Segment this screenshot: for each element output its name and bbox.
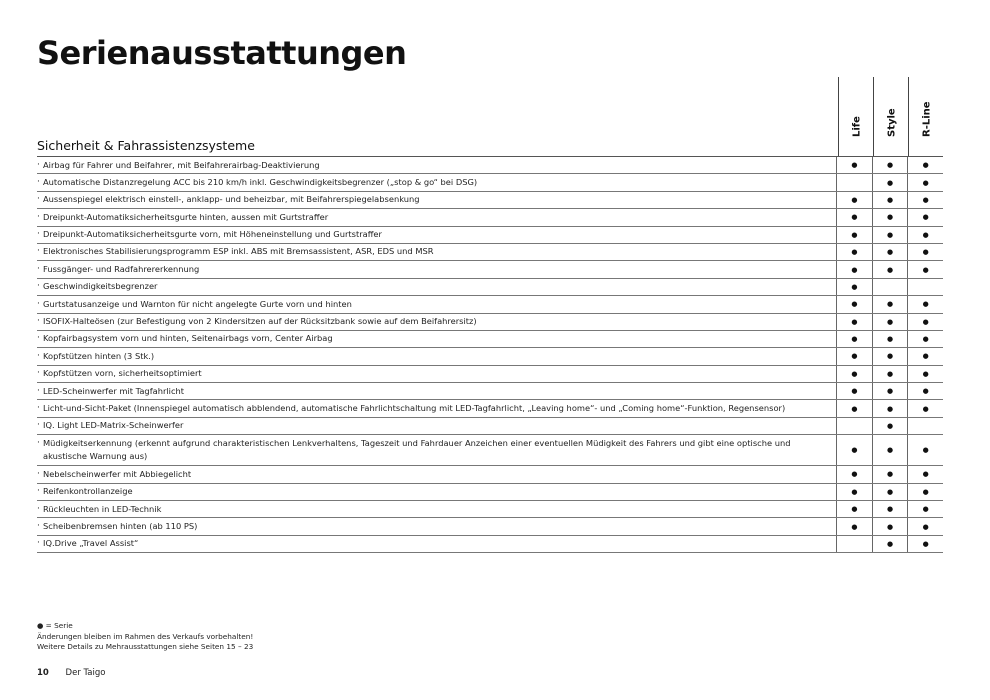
page-title: Serienausstattungen <box>37 34 407 72</box>
table-row <box>37 261 943 278</box>
row-cell-life: ● <box>836 331 872 347</box>
row-cell-style: ● <box>872 244 908 260</box>
footnote-legend: ● = Serie <box>37 621 73 630</box>
footnote-reference: Weitere Details zu Mehrausstattungen siehe Seiten 15 – 23 <box>37 642 254 651</box>
row-cell-rline: ● <box>907 314 943 330</box>
footnote-disclaimer: Änderungen bleiben im Rahmen des Verkaufs vorbehalten! <box>37 631 254 641</box>
row-label: · Scheibenbremsen hinten (ab 110 PS) <box>37 518 836 534</box>
row-cell-life: ● <box>836 466 872 482</box>
row-label: · Automatische Distanzregelung ACC bis 210 km/h inkl. Geschwindigkeitsbegrenzer („stop & go“ bei DSG) <box>37 174 836 190</box>
row-cell-rline: ● <box>907 209 943 225</box>
row-cell-rline: ● <box>907 501 943 517</box>
table-row <box>37 418 943 435</box>
table-row <box>37 536 943 553</box>
row-label: · Kopfstützen vorn, sicherheitsoptimiert <box>37 366 836 382</box>
table-row <box>37 348 943 365</box>
row-cell-rline: ● <box>907 227 943 243</box>
table-row <box>37 279 943 296</box>
row-cell-rline: ● <box>907 466 943 482</box>
row-cell-rline: ● <box>907 348 943 364</box>
table-row <box>37 366 943 383</box>
row-cell-style: ● <box>872 418 908 434</box>
column-header-rline <box>909 78 944 150</box>
row-cell-life: ● <box>836 244 872 260</box>
row-cell-style: ● <box>872 518 908 534</box>
row-cell-life <box>836 418 872 434</box>
row-cell-style: ● <box>872 157 908 173</box>
row-label: · LED-Scheinwerfer mit Tagfahrlicht <box>37 383 836 399</box>
row-cell-rline: ● <box>907 296 943 312</box>
row-label: · Gurtstatusanzeige und Warnton für nicht angelegte Gurte vorn und hinten <box>37 296 836 312</box>
row-cell-rline: ● <box>907 518 943 534</box>
column-header-label: Style <box>886 108 897 137</box>
row-cell-style: ● <box>872 209 908 225</box>
row-cell-style: ● <box>872 501 908 517</box>
row-label: · Geschwindigkeitsbegrenzer <box>37 279 836 295</box>
table-row <box>37 466 943 483</box>
row-label: · Dreipunkt-Automatiksicherheitsgurte vorn, mit Höheneinstellung und Gurtstraffer <box>37 227 836 243</box>
row-cell-life: ● <box>836 209 872 225</box>
row-cell-rline: ● <box>907 261 943 277</box>
column-header-life <box>839 78 874 150</box>
row-label: · IQ. Light LED-Matrix-Scheinwerfer <box>37 418 836 434</box>
table-row <box>37 174 943 191</box>
equipment-table <box>37 156 943 553</box>
row-cell-life <box>836 174 872 190</box>
row-cell-rline: ● <box>907 484 943 500</box>
row-cell-rline <box>907 418 943 434</box>
row-cell-life: ● <box>836 435 872 465</box>
row-cell-style: ● <box>872 400 908 416</box>
table-row <box>37 383 943 400</box>
row-cell-rline: ● <box>907 536 943 552</box>
table-row <box>37 209 943 226</box>
row-cell-style: ● <box>872 192 908 208</box>
row-cell-rline: ● <box>907 400 943 416</box>
row-label: · Kopfstützen hinten (3 Stk.) <box>37 348 836 364</box>
row-cell-life: ● <box>836 400 872 416</box>
row-cell-style <box>872 279 908 295</box>
row-cell-style: ● <box>872 331 908 347</box>
table-row <box>37 501 943 518</box>
row-cell-life: ● <box>836 157 872 173</box>
table-row <box>37 244 943 261</box>
row-cell-style: ● <box>872 261 908 277</box>
table-row <box>37 157 943 174</box>
row-cell-life: ● <box>836 366 872 382</box>
page-footer <box>37 668 105 678</box>
table-row <box>37 518 943 535</box>
row-cell-life: ● <box>836 348 872 364</box>
row-cell-life: ● <box>836 279 872 295</box>
table-row <box>37 314 943 331</box>
table-row <box>37 484 943 501</box>
row-label: · Dreipunkt-Automatiksicherheitsgurte hinten, aussen mit Gurtstraffer <box>37 209 836 225</box>
page-number: 10 <box>37 668 49 678</box>
row-cell-style: ● <box>872 227 908 243</box>
column-header-style <box>874 78 909 150</box>
row-cell-life <box>836 536 872 552</box>
row-cell-life: ● <box>836 501 872 517</box>
row-cell-rline: ● <box>907 174 943 190</box>
row-cell-rline: ● <box>907 435 943 465</box>
publication-name: Der Taigo <box>65 668 106 678</box>
footnotes <box>37 621 253 653</box>
row-cell-life: ● <box>836 518 872 534</box>
row-cell-style: ● <box>872 314 908 330</box>
section-title: Sicherheit & Fahrassistenzsysteme <box>37 138 255 153</box>
column-header-label: Life <box>851 116 862 137</box>
row-cell-life: ● <box>836 484 872 500</box>
row-label: · Elektronisches Stabilisierungsprogramm ESP inkl. ABS mit Bremsassistent, ASR, EDS und MSR <box>37 244 836 260</box>
table-row <box>37 400 943 417</box>
row-label: · Fussgänger- und Radfahrererkennung <box>37 261 836 277</box>
row-cell-life: ● <box>836 227 872 243</box>
table-row <box>37 192 943 209</box>
row-label: · Licht-und-Sicht-Paket (Innenspiegel automatisch abblendend, automatische Fahrlichtschaltung mit LED-Tagfahrlicht, „Leaving home“- und „Coming home“-Funktion, Regensensor) <box>37 400 836 416</box>
row-cell-style: ● <box>872 536 908 552</box>
table-row <box>37 227 943 244</box>
row-label: · Rückleuchten in LED-Technik <box>37 501 836 517</box>
row-cell-rline: ● <box>907 331 943 347</box>
row-cell-rline: ● <box>907 366 943 382</box>
row-cell-rline <box>907 279 943 295</box>
row-label: · Reifenkontrollanzeige <box>37 484 836 500</box>
column-header-label: R-Line <box>921 101 932 137</box>
row-label: · Airbag für Fahrer und Beifahrer, mit Beifahrerairbag-Deaktivierung <box>37 157 836 173</box>
row-cell-style: ● <box>872 383 908 399</box>
row-cell-life: ● <box>836 383 872 399</box>
row-cell-life: ● <box>836 314 872 330</box>
row-label: · Müdigkeitserkennung (erkennt aufgrund charakteristischen Lenkverhaltens, Tageszeit und Fahrdauer Anzeichen einer eventuellen Müdigkeit des Fahrers und gibt eine optische und akustische Warnung aus) <box>37 435 836 465</box>
row-cell-style: ● <box>872 174 908 190</box>
row-cell-rline: ● <box>907 192 943 208</box>
row-label: · Nebelscheinwerfer mit Abbiegelicht <box>37 466 836 482</box>
row-label: · Kopfairbagsystem vorn und hinten, Seitenairbags vorn, Center Airbag <box>37 331 836 347</box>
row-cell-rline: ● <box>907 383 943 399</box>
row-cell-style: ● <box>872 466 908 482</box>
row-cell-style: ● <box>872 296 908 312</box>
row-label: · IQ.Drive „Travel Assist“ <box>37 536 836 552</box>
row-cell-style: ● <box>872 348 908 364</box>
row-cell-style: ● <box>872 435 908 465</box>
table-row <box>37 435 943 466</box>
row-cell-rline: ● <box>907 157 943 173</box>
table-row <box>37 331 943 348</box>
row-cell-life: ● <box>836 192 872 208</box>
row-cell-life: ● <box>836 261 872 277</box>
row-cell-rline: ● <box>907 244 943 260</box>
table-row <box>37 296 943 313</box>
row-cell-style: ● <box>872 366 908 382</box>
row-cell-style: ● <box>872 484 908 500</box>
row-label: · Aussenspiegel elektrisch einstell-, anklapp- und beheizbar, mit Beifahrerspiegelabsenkung <box>37 192 836 208</box>
row-cell-life: ● <box>836 296 872 312</box>
row-label: · ISOFIX-Halteösen (zur Befestigung von 2 Kindersitzen auf der Rücksitzbank sowie auf dem Beifahrersitz) <box>37 314 836 330</box>
